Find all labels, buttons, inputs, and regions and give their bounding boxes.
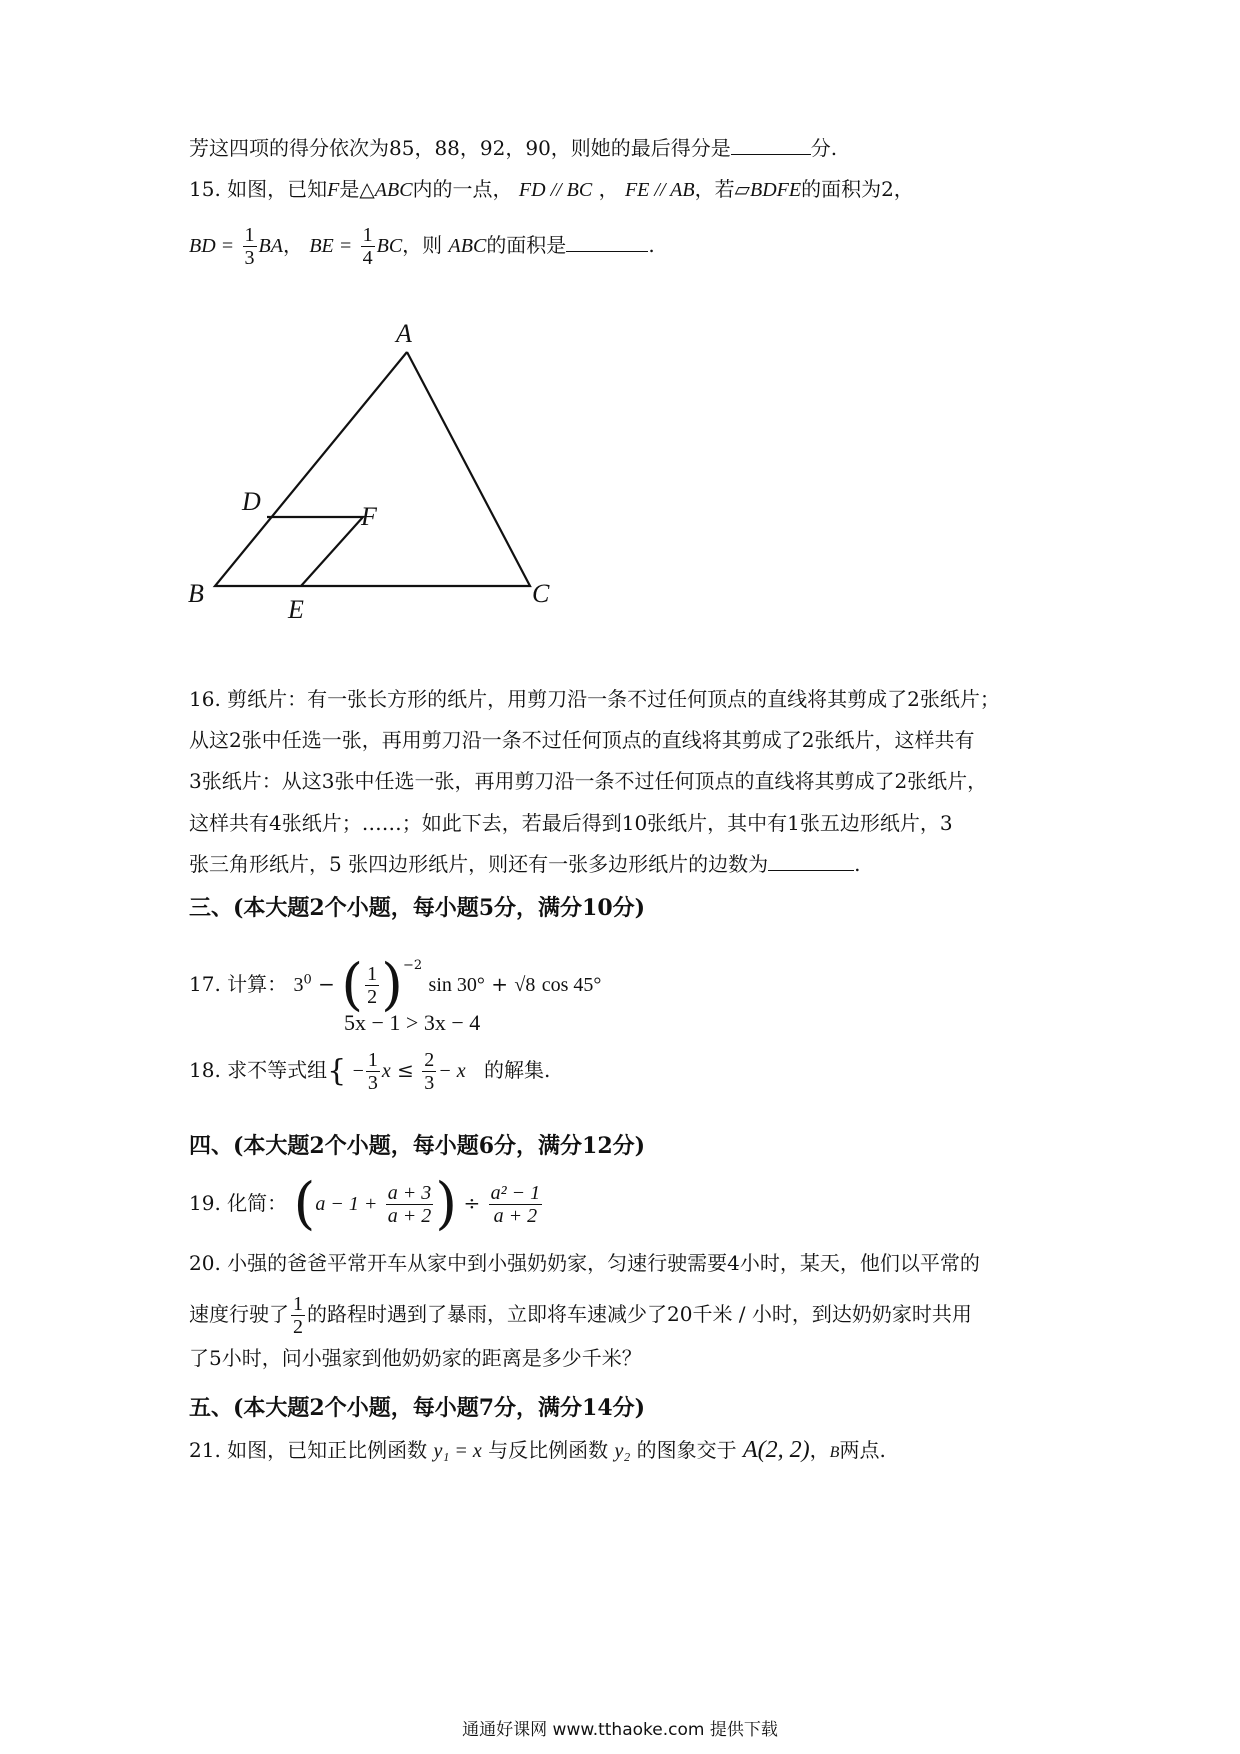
math-x: x [381,1060,391,1082]
exponent: −2 [403,958,423,973]
fraction [366,1049,380,1094]
operator: ÷ [463,1191,481,1215]
q21-text: ， [809,1438,830,1462]
math-parallelogram: ▱BDFE [734,179,802,201]
numerator: 2 [424,1049,435,1071]
q16-line: 从这2张中任选一张，再用剪刀沿一条不过任何顶点的直线将其剪成了2张纸片，这样共有 [189,728,975,752]
math-sin: sin 30° [428,974,485,996]
math-sqrt: √8 [514,974,536,996]
math-bc: BC [376,235,403,257]
q19-line [189,1172,544,1235]
q15-text: 的面积为2， [801,177,914,201]
triangle-abc [215,352,530,586]
numerator: 1 [367,963,378,985]
left-paren: ( [293,1171,316,1237]
denominator: a + 2 [387,1205,432,1227]
denominator: 3 [244,247,255,269]
q16-line-last [189,851,860,877]
math-a-minus-1: a − 1 + [315,1193,378,1215]
answer-blank [731,136,811,155]
right-paren: ) [381,952,404,1018]
math-y2: y₂ [614,1440,631,1462]
q16-line: 这样共有4张纸片；……；如此下去，若最后得到10张纸片，其中有1张五边形纸片，3 [189,811,953,835]
q18-line [189,1043,550,1099]
fraction [243,224,257,269]
q20-line2 [189,1290,972,1338]
fraction [386,1182,434,1227]
fraction [291,1293,305,1338]
math-y1: y₁ = x [433,1440,482,1462]
q20-line3: 了5小时，问小强家到他奶奶家的距离是多少千米？ [189,1346,642,1370]
math-fe-parallel: FE // AB [624,179,695,201]
q15-text: 的面积是 [486,233,567,257]
math-ba: BA [258,235,283,257]
page-footer: 通通好课网 www.tthaoke.com 提供下载 [462,1720,778,1740]
q15-text: 如图，已知 [227,177,328,201]
label-A: A [396,319,412,348]
numerator: a² − 1 [490,1182,541,1204]
q15-text: 内的一点， [412,177,513,201]
numerator: 1 [362,224,373,246]
q21-text: 与反比例函数 [488,1438,609,1462]
operator: + [491,972,509,996]
q15-text: ，若 [694,177,735,201]
q20-line1: 20. 小强的爸爸平常开车从家中到小强奶奶家，匀速行驶需要4小时，某天，他们以平常的 [189,1251,980,1275]
fraction [422,1049,436,1094]
ineq-1: 5x − 1 > 3x − 4 [344,1010,481,1035]
q21-line [189,1437,886,1466]
denominator: 4 [362,247,373,269]
q16-end: . [854,852,861,876]
answer-blank [566,233,648,252]
numerator: 1 [293,1293,303,1315]
q15-line2: BD = $\frac{1}{3}$ BA， BE = $\frac{1}{4}$ BC，则 ABC的面积是 . [189,224,655,269]
q16-text: 张三角形纸片，5 张四边形纸片，则还有一张多边形纸片的边数为 [189,852,769,876]
math-triangle: △ABC [359,179,413,201]
label-F: F [361,502,377,531]
q17-label: 17. 计算： [189,972,288,996]
math-b: B [829,1444,840,1461]
exponent: 0 [303,972,312,988]
brace: { [327,1053,347,1089]
q15-end: . [648,233,655,257]
q16-line: 3张纸片：从这3张中任选一张，再用剪刀沿一条不过任何顶点的直线将其剪成了2张纸片， [189,769,988,793]
parallelogram-bdfe [267,517,363,586]
math-base: 3 [293,974,304,996]
triangle-figure [180,310,560,640]
math-bd: BD = [189,235,235,257]
q14-tail-line [189,135,837,161]
q21-text: 的图象交于 [636,1438,737,1462]
math-be: BE = [309,235,353,257]
q15-text: ，则 [402,233,443,257]
operator: − [352,1060,364,1082]
fraction [365,963,379,1008]
label-E: E [288,595,304,624]
answer-blank [768,852,854,871]
q17-line [189,935,601,1016]
question-number: 15. [189,177,221,201]
q16-line: 16. 剪纸片：有一张长方形的纸片，用剪刀沿一条不过任何顶点的直线将其剪成了2张纸片； [189,687,1000,711]
denominator: 2 [367,986,378,1008]
q18-tail: 的解集. [484,1058,551,1082]
math-minus-x: − x [438,1060,466,1082]
fraction [361,224,375,269]
denominator: 3 [367,1072,378,1094]
math-fd-parallel: FD // BC [518,179,593,201]
label-D: D [242,487,261,516]
operator: − [318,972,335,996]
label-B: B [188,579,204,608]
denominator: 3 [424,1072,435,1094]
section-heading-5: 五、(本大题2个小题，每小题7分，满分14分) [189,1395,646,1421]
q14-unit: 分. [810,136,838,160]
q14-text: 芳这四项的得分依次为85，88，92，90，则她的最后得分是 [189,136,731,160]
q20-text: 速度行驶了 [189,1302,289,1326]
math-cos: cos 45° [541,974,602,996]
q18-label: 18. 求不等式组 [189,1058,328,1082]
denominator: 2 [293,1316,303,1338]
section-heading-3: 三、(本大题2个小题，每小题5分，满分10分) [189,895,646,921]
q20-text: 的路程时遇到了暴雨，立即将车速减少了20千米 / 小时，到达奶奶家时共用 [307,1302,972,1326]
math-point-a: A(2, 2) [743,1437,810,1463]
label-C: C [532,579,550,608]
operator: ≤ [397,1058,414,1082]
right-paren: ) [435,1171,458,1237]
q21-text: 两点. [839,1438,886,1462]
q15-line1: 15. 如图，已知F是△ABC内的一点， FD // BC ， FE // AB，若▱BDFE的面积为2， [189,177,914,201]
math-F: F [327,179,340,201]
numerator: a + 3 [387,1182,432,1204]
q21-text: 21. 如图，已知正比例函数 [189,1438,428,1462]
q19-label: 19. 化简： [189,1191,288,1215]
left-paren: ( [341,952,364,1018]
q15-text: 是 [339,177,360,201]
section-heading-4: 四、(本大题2个小题，每小题6分，满分12分) [189,1133,646,1159]
denominator: a + 2 [493,1205,538,1227]
fraction [489,1182,543,1227]
numerator: 1 [367,1049,378,1071]
numerator: 1 [244,224,255,246]
math-abc: ABC [448,235,487,257]
